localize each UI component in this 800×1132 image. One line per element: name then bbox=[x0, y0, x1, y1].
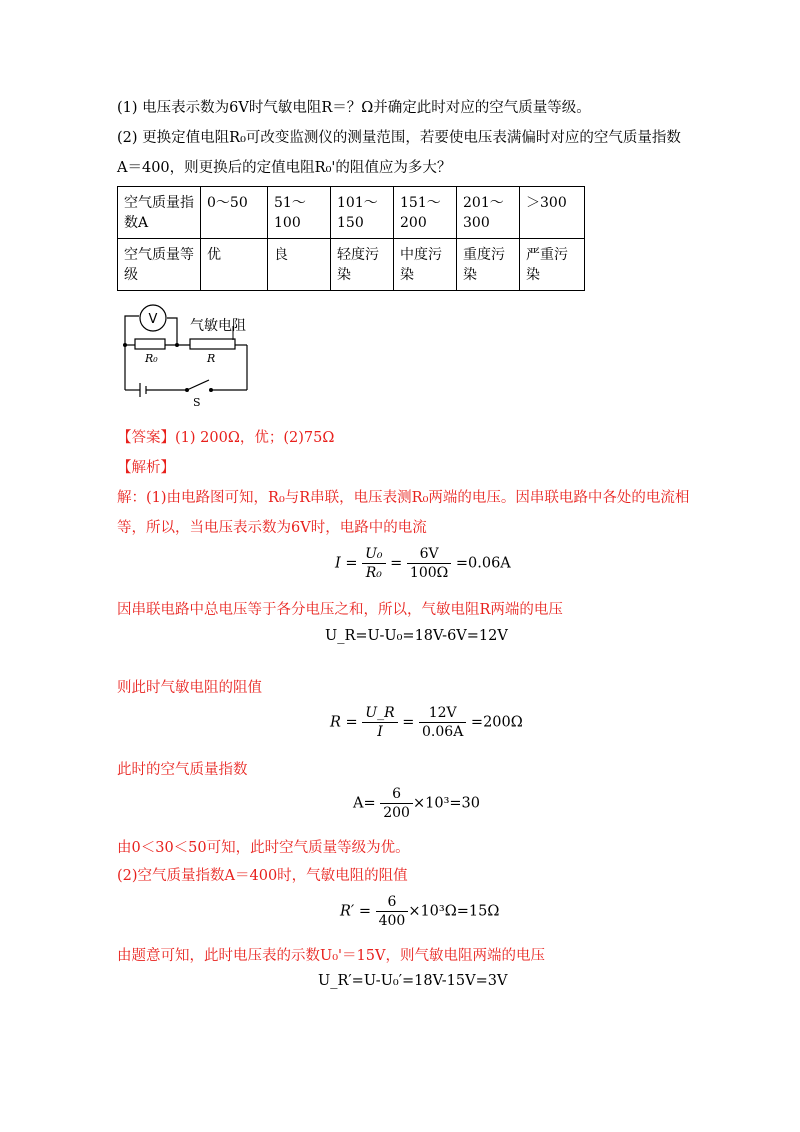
table-cell: ＞300 bbox=[520, 187, 585, 239]
analysis-p4: 此时的空气质量指数 bbox=[117, 762, 248, 778]
analysis-p3: 则此时气敏电阻的阻值 bbox=[117, 680, 262, 696]
fraction: $\frac{6}{200}$ bbox=[380, 785, 413, 822]
table-row bbox=[118, 239, 585, 291]
table-cell: 重度污染 bbox=[457, 239, 520, 291]
table-cell: 轻度污染 bbox=[331, 239, 394, 291]
table-cell: 0～50 bbox=[201, 187, 268, 239]
resistor-r0 bbox=[135, 339, 165, 349]
circuit-diagram bbox=[115, 300, 305, 410]
answer-line bbox=[117, 428, 334, 448]
table-cell: 严重污染 bbox=[520, 239, 585, 291]
analysis-p1-line-2: 等，所以，当电压表示数为6V时，电路中的电流 bbox=[117, 520, 427, 536]
equation-r-prime: R′ = $\frac{6}{400}$ ×10³Ω=15Ω bbox=[340, 894, 500, 929]
analysis-p5: 由0＜30＜50可知，此时空气质量等级为优。 bbox=[117, 840, 410, 856]
fraction: $\frac{6V}{100\Omega}$ bbox=[407, 545, 451, 582]
switch-label: S bbox=[193, 396, 201, 409]
r0-label: R₀ bbox=[145, 352, 158, 365]
table-cell: 优 bbox=[201, 239, 268, 291]
table-cell: 空气质量指数A bbox=[118, 187, 201, 239]
equation-index: A= $\frac{6}{200}$ ×10³=30 bbox=[353, 786, 480, 821]
voltmeter-label: V bbox=[148, 312, 158, 327]
air-quality-table bbox=[117, 186, 585, 291]
table-cell: 空气质量等级 bbox=[118, 239, 201, 291]
equation-ur-prime: U_R′=U-U₀′=18V-15V=3V bbox=[318, 973, 508, 989]
answer-tag: 【答案】 bbox=[117, 430, 175, 446]
fraction: $\frac{6}{400}$ bbox=[376, 893, 409, 930]
table-cell: 151～200 bbox=[394, 187, 457, 239]
fraction: $\frac{U\_R}{I}$ bbox=[362, 704, 397, 741]
table-cell: 51～100 bbox=[268, 187, 331, 239]
sensor-label: 气敏电阻 bbox=[190, 318, 246, 334]
analysis-p1-line-1: 解：(1)由电路图可知，R₀与R串联，电压表测R₀两端的电压。因串联电路中各处的电流相 bbox=[117, 490, 690, 506]
analysis-p6: (2)空气质量指数A＝400时，气敏电阻的阻值 bbox=[117, 868, 408, 884]
analysis-p7: 由题意可知，此时电压表的示数U₀'＝15V，则气敏电阻两端的电压 bbox=[117, 948, 545, 964]
table-cell: 101～150 bbox=[331, 187, 394, 239]
table-cell: 良 bbox=[268, 239, 331, 291]
answer-text: (1) 200Ω，优；(2)75Ω bbox=[175, 430, 335, 446]
table-row bbox=[118, 187, 585, 239]
analysis-tag: 【解析】 bbox=[117, 460, 175, 476]
fraction: $\frac{12V}{0.06A}$ bbox=[419, 704, 466, 741]
equation-ur: U_R=U-U₀=18V-6V=12V bbox=[325, 628, 508, 644]
eq-lhs: I bbox=[335, 555, 341, 572]
analysis-p2: 因串联电路中总电压等于各分电压之和，所以，气敏电阻R两端的电压 bbox=[117, 602, 563, 618]
question-2-line-2: A＝400，则更换后的定值电阻R₀'的阻值应为多大？ bbox=[117, 160, 452, 176]
equation-resistance: R = $\frac{U\_R}{I}$ = $\frac{12V}{0.06A}$ =200Ω bbox=[330, 705, 523, 740]
question-2-line-1: (2) 更换定值电阻R₀可改变监测仪的测量范围，若要使电压表满偏时对应的空气质量指数 bbox=[117, 130, 681, 146]
resistor-r bbox=[190, 339, 235, 349]
fraction: $\frac{\text{U₀}}{\text{R₀}}$ bbox=[362, 545, 385, 582]
question-1: (1) 电压表示数为6V时气敏电阻R＝？Ω并确定此时对应的空气质量等级。 bbox=[117, 100, 591, 116]
equation-current: I = $\frac{\text{U₀}}{\text{R₀}}$ = $\frac{6V}{100\Omega}$ =0.06A bbox=[335, 546, 511, 581]
table-cell: 201～300 bbox=[457, 187, 520, 239]
r-label: R bbox=[207, 352, 216, 365]
switch-icon bbox=[187, 380, 209, 390]
table-cell: 中度污染 bbox=[394, 239, 457, 291]
